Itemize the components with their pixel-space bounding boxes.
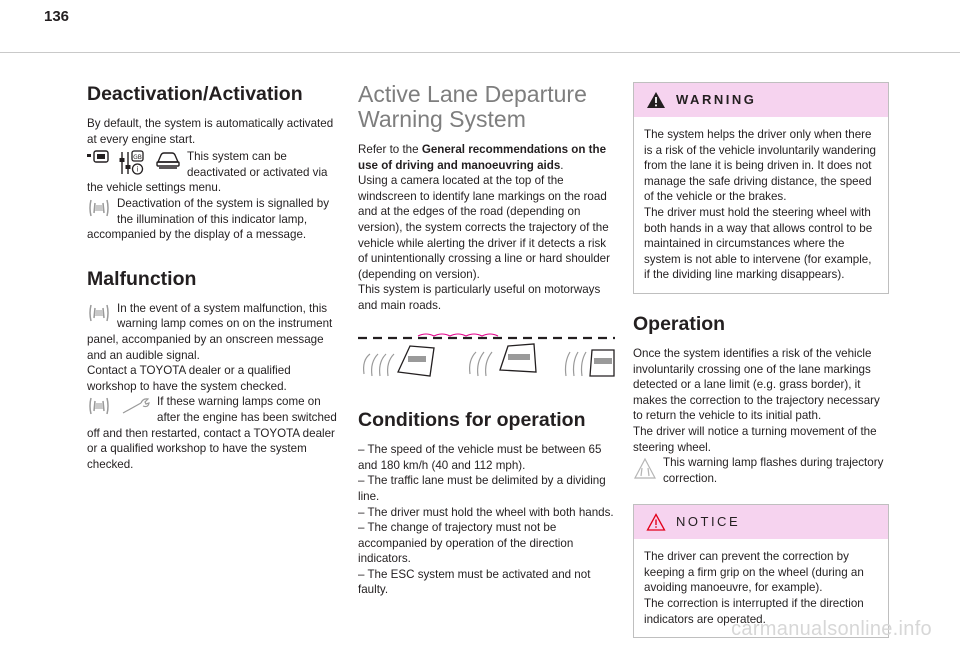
malfunction-icons-2 [87, 395, 151, 417]
operation-lamp-paragraph: This warning lamp flashes during trajectory correction. [633, 455, 889, 486]
malfunction-text-2: Contact a TOYOTA dealer or a qualified workshop to have the system checked. [87, 364, 291, 393]
lane-indicator-lamp-icon [87, 197, 111, 219]
malfunction-icons [87, 302, 111, 324]
lane-correction-illustration [358, 332, 615, 386]
notice-text-2: The correction is interrupted if the direction indicators are operated. [644, 597, 864, 626]
intro-description: Using a camera located at the top of the windscreen to identify lane markings on the road and at the edges of the road (depending on version), the system corrects the trajectory of the vehicle while alerting the driver if it detects a risk of unintentionally crossing a line or hard shoulder (depending on version). [358, 174, 610, 281]
settings-icons [87, 150, 181, 176]
intro-reference: Refer to the General recommendations on the use of driving and manoeuvring aids. [358, 143, 607, 172]
condition-item: – The driver must hold the wheel with both hands. [358, 505, 614, 519]
warning-box [633, 82, 889, 294]
car-settings-icon [155, 150, 181, 170]
notice-box-header [634, 505, 888, 539]
indicator-icons [87, 197, 111, 219]
condition-item: – The speed of the vehicle must be between 65 and 180 km/h (40 and 112 mph). [358, 443, 602, 472]
malfunction-paragraph-1: In the event of a system malfunction, this warning lamp comes on on the instrument panel, accompanied by an onscreen message and an audible signal. [87, 301, 333, 362]
operation-heading: Operation [633, 312, 726, 335]
settings-paragraph [87, 149, 343, 196]
column-middle [358, 82, 615, 598]
settings-sliders-icon [119, 150, 145, 176]
column-right [633, 82, 889, 656]
section-title: Active Lane Departure Warning System [358, 81, 587, 132]
warning-text-1: The system helps the driver only when there is a risk of the vehicle involuntarily wandering from the lane it is being driven in. It does not manage the safe driving distance, the speed of the vehicle or the brakes. [644, 128, 876, 204]
warning-triangle-icon [646, 91, 666, 109]
service-wrench-icon [121, 395, 151, 417]
svg-text:GB: GB [133, 154, 142, 162]
notice-triangle-icon [646, 513, 666, 531]
warning-box-body [634, 117, 888, 293]
condition-item: – The change of trajectory must not be accompanied by operation of the direction indicators. [358, 521, 574, 566]
malfunction-heading: Malfunction [87, 267, 197, 290]
svg-text:i: i [136, 165, 139, 174]
notice-title: NOTICE [676, 514, 741, 530]
conditions-list [358, 442, 615, 598]
header-rule [0, 52, 960, 53]
watermark: carmanualsonline.info [731, 618, 932, 640]
page-number: 136 [44, 8, 70, 25]
condition-item: – The traffic lane must be delimited by a dividing line. [358, 474, 606, 503]
deactivation-heading: Deactivation/Activation [87, 83, 303, 105]
deactivation-text-2: This system can be deactivated or activated via the vehicle settings menu. [87, 150, 328, 195]
lane-warning-lamp-icon-2 [87, 395, 111, 417]
warning-title: WARNING [676, 92, 757, 108]
notice-text-1: The driver can prevent the correction by keeping a firm grip on the wheel (during an avoiding manoeuvre, for example). [644, 550, 864, 595]
operation-text-1: Once the system identifies a risk of the vehicle involuntarily crossing one of the lane markings detected or a lane limit (e.g. grass border), it makes the correction to the trajectory necessary to return the vehicle to its initial path. [633, 346, 880, 423]
indicator-paragraph [87, 196, 343, 243]
intro-usage: This system is particularly useful on motorways and main roads. [358, 283, 601, 312]
operation-icons [633, 456, 657, 482]
vehicle-menu-icon [87, 150, 109, 164]
lane-correction-lamp-icon [633, 456, 657, 482]
conditions-heading: Conditions for operation [358, 409, 586, 432]
condition-item: – The ESC system must be activated and not faulty. [358, 567, 591, 597]
deactivation-text-3: Deactivation of the system is signalled by the illumination of this indicator lamp, accompanied by the display of a message. [87, 196, 330, 242]
malfunction-paragraph-3: If these warning lamps come on after the engine has been switched off and then restarted, contact a TOYOTA dealer or a qualified workshop to have the system checked. [87, 395, 337, 471]
deactivation-text-1: By default, the system is automatically activated at every engine start. [87, 117, 334, 146]
column-left [87, 82, 343, 472]
warning-text-2: The driver must hold the steering wheel with both hands in a way that allows control to be maintained in circumstances where the system is not able to intervene (for example, if the dividing line marking disappears). [644, 205, 873, 282]
lane-warning-lamp-icon [87, 302, 111, 324]
reference-link: General recommendations on the use of driving and manoeuvring aids [358, 143, 607, 172]
operation-text-2: The driver will notice a turning movement of the steering wheel. [633, 424, 877, 454]
warning-box-header [634, 83, 888, 117]
